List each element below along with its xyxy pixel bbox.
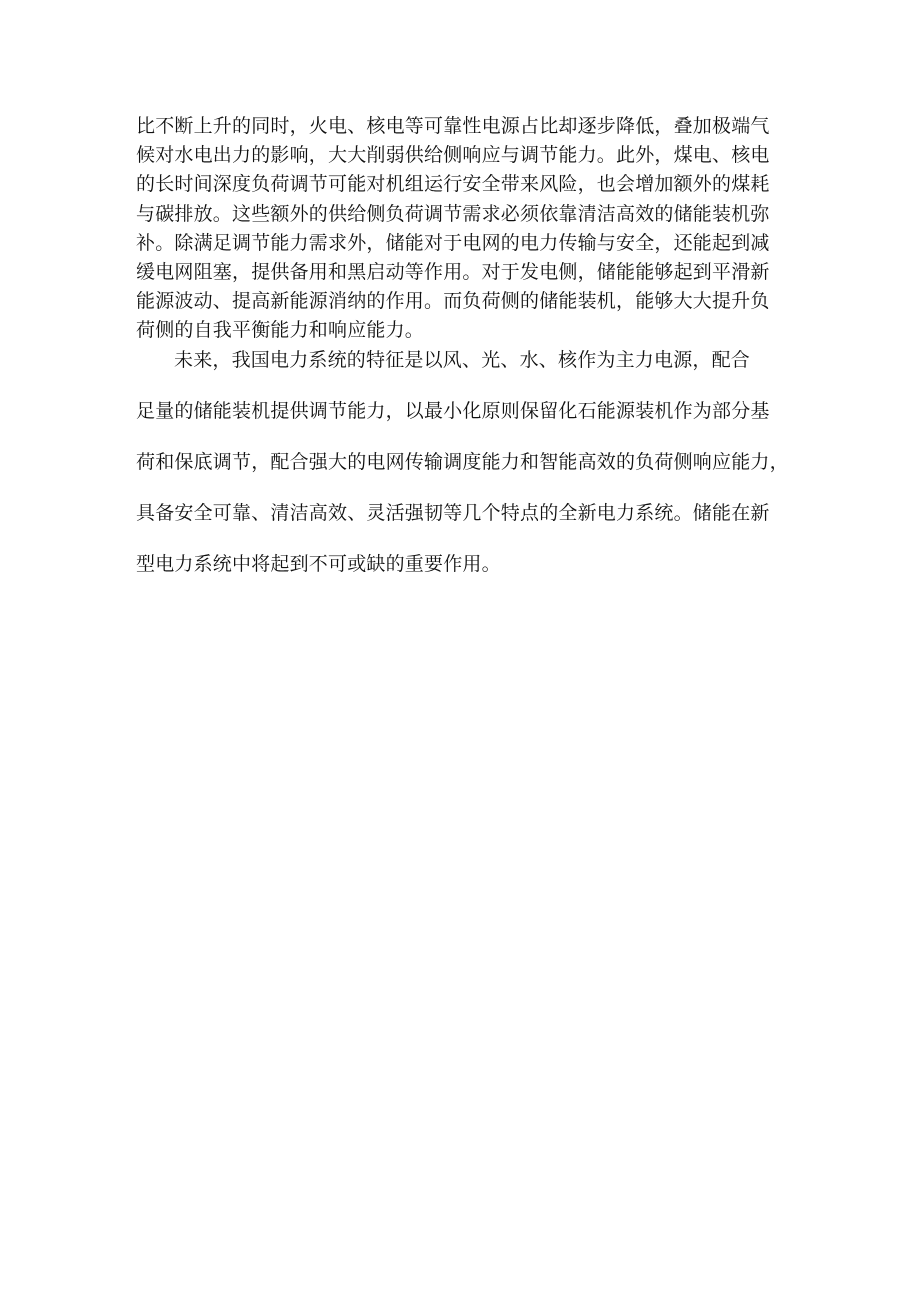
paragraph-line: 荷和保底调节，配合强大的电网传输调度能力和智能高效的负荷侧响应能力， (136, 451, 789, 473)
paragraph-line: 能源波动、提高新能源消纳的作用。而负荷侧的储能装机，能够大大提升负 (136, 290, 770, 313)
paragraph-line: 具备安全可靠、清洁高效、灵活强韧等几个特点的全新电力系统。储能在新 (136, 502, 770, 524)
paragraph-line: 补。除满足调节能力需求外，储能对于电网的电力传输与安全，还能起到减 (136, 231, 770, 254)
body-paragraph-2 (136, 335, 796, 590)
paragraph-line: 候对水电出力的影响，大大削弱供给侧响应与调节能力。此外，煤电、核电 (136, 144, 770, 167)
paragraph-line: 荷侧的自我平衡能力和响应能力。 (136, 319, 425, 342)
paragraph-line: 型电力系统中将起到不可或缺的重要作用。 (136, 553, 501, 575)
body-paragraph-1 (136, 112, 796, 346)
paragraph-line: 足量的储能装机提供调节能力，以最小化原则保留化石能源装机作为部分基 (136, 400, 770, 422)
paragraph-line: 比不断上升的同时，火电、核电等可靠性电源占比却逐步降低，叠加极端气 (136, 115, 770, 137)
paragraph-line: 的长时间深度负荷调节可能对机组运行安全带来风险，也会增加额外的煤耗 (136, 173, 770, 196)
paragraph-line: 缓电网阻塞，提供备用和黑启动等作用。对于发电侧，储能能够起到平滑新 (136, 261, 770, 284)
paragraph-line: 未来，我国电力系统的特征是以风、光、水、核作为主力电源，配合 (174, 349, 751, 371)
paragraph-line: 与碳排放。这些额外的供给侧负荷调节需求必须依靠清洁高效的储能装机弥 (136, 202, 770, 225)
